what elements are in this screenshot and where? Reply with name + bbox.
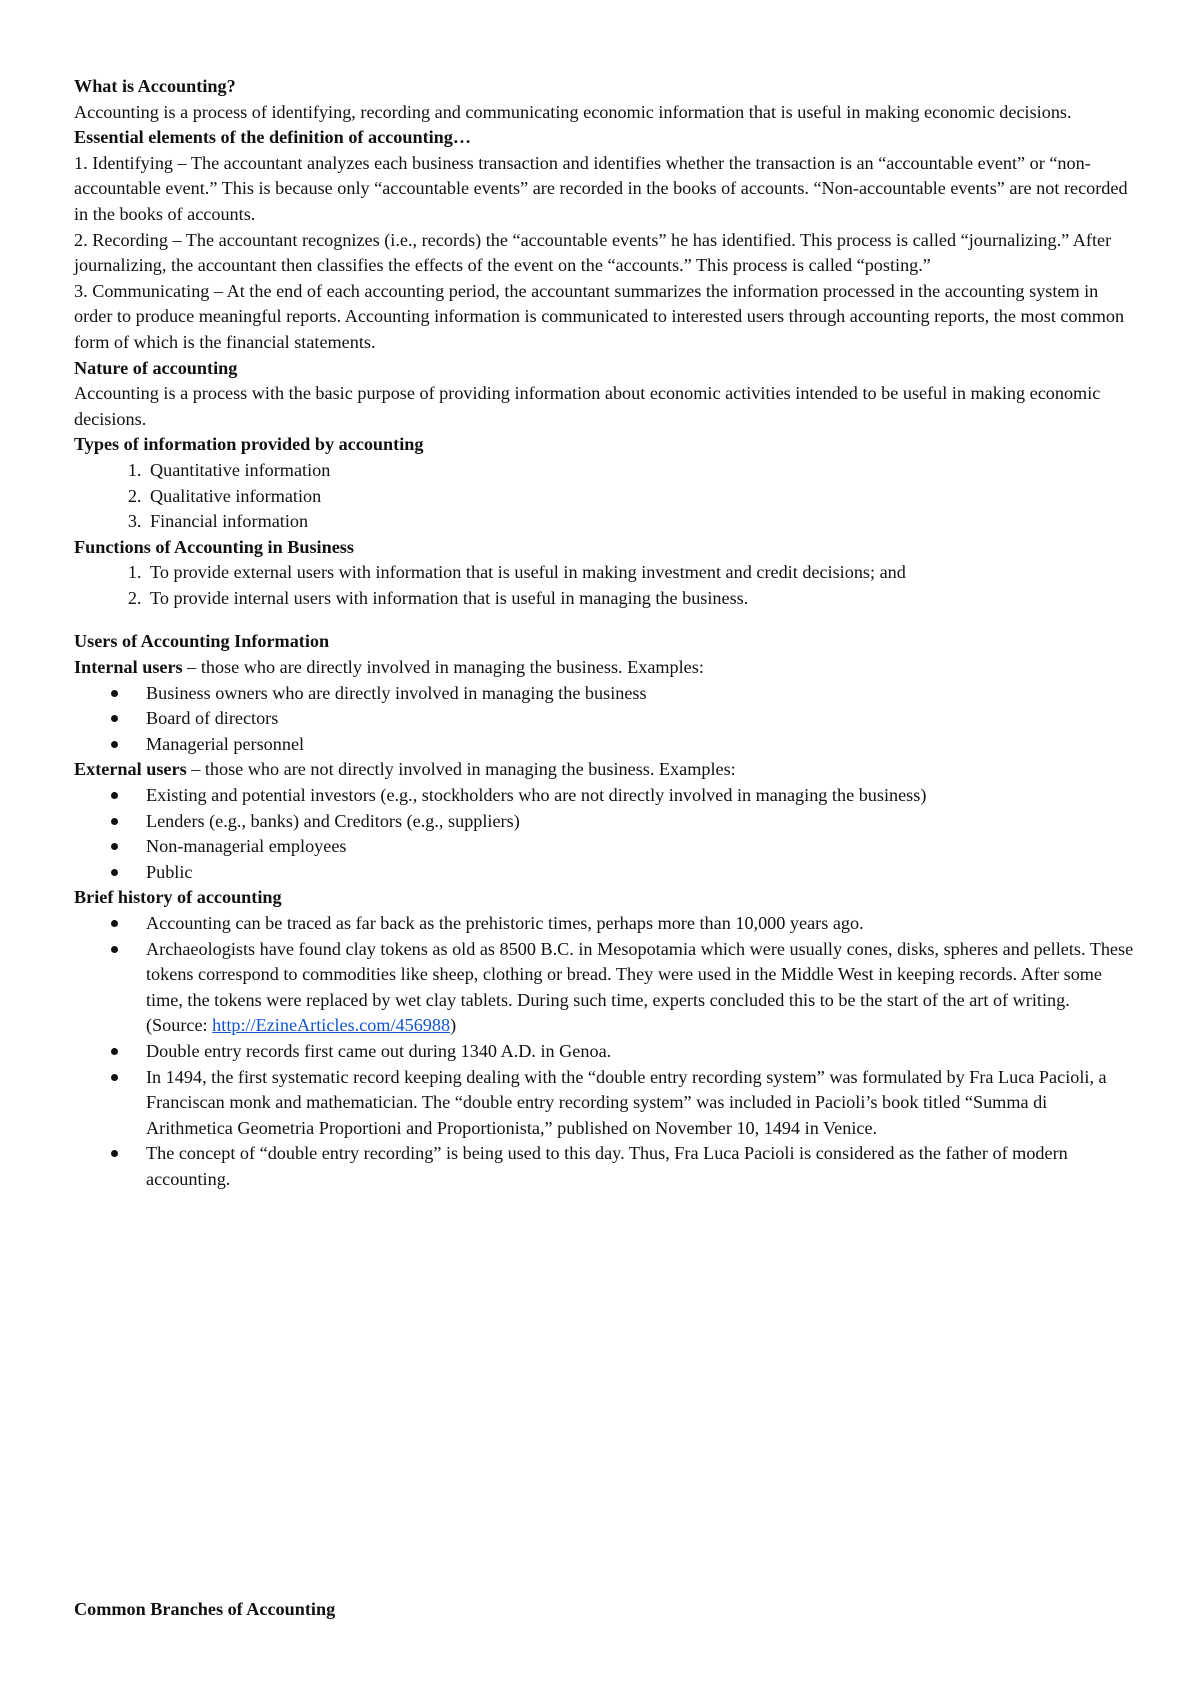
nature-heading: Nature of accounting	[74, 357, 238, 378]
list-item: 3. Financial information	[146, 509, 1134, 535]
list-item: Board of directors	[146, 706, 1134, 732]
history-item-close: )	[450, 1015, 457, 1036]
functions-heading: Functions of Accounting in Business	[74, 536, 354, 557]
list-item: Lenders (e.g., banks) and Creditors (e.g., suppliers)	[146, 809, 1134, 835]
list-item: 1. Quantitative information	[146, 458, 1134, 484]
external-users-label: External users	[74, 759, 187, 780]
spacer	[74, 611, 1134, 629]
essential-item-identifying: 1. Identifying – The accountant analyzes each business transaction and identifies whether the transaction is an “accountable event” or “non-accountable event.” This is because only “accountable events” are recorded in the books of accounts. “Non-accountable events” are not recorded in the books of accounts.	[74, 152, 1128, 224]
list-item: Non-managerial employees	[146, 834, 1134, 860]
what-body: Accounting is a process of identifying, recording and communicating economic information that is useful in making economic decisions.	[74, 101, 1072, 122]
internal-users-desc: – those who are directly involved in managing the business. Examples:	[182, 657, 704, 678]
what-heading: What is Accounting?	[74, 76, 236, 96]
list-item: The concept of “double entry recording” is being used to this day. Thus, Fra Luca Pacioli is considered as the father of modern accounting.	[146, 1141, 1134, 1192]
list-item: In 1494, the first systematic record keeping dealing with the “double entry recording system” was formulated by Fra Luca Pacioli, a Franciscan monk and mathematician. The “double entry recording system” was included in Pacioli’s book titled “Summa di Arithmetica Geometria Proportioni and Proportionista,” published on November 10, 1494 in Venice.	[146, 1065, 1134, 1142]
external-users-desc: – those who are not directly involved in managing the business. Examples:	[186, 759, 736, 780]
nature-body: Accounting is a process with the basic purpose of providing information about economic activities intended to be useful in making economic decisions.	[74, 383, 1101, 429]
types-list	[74, 458, 1134, 535]
history-list	[74, 911, 1134, 1193]
internal-users-line	[74, 655, 1134, 681]
internal-users-list	[74, 681, 1134, 758]
essential-item-communicating: 3. Communicating – At the end of each accounting period, the accountant summarizes the information processed in the accounting system in order to produce meaningful reports. Accounting information is communicated to interested users through accounting reports, the most common form of which is the financial statements.	[74, 280, 1125, 352]
list-item: Managerial personnel	[146, 732, 1134, 758]
list-item: Public	[146, 860, 1134, 886]
list-item: 2. To provide internal users with information that is useful in managing the business.	[146, 586, 1134, 612]
external-users-line	[74, 757, 1134, 783]
external-users-list	[74, 783, 1134, 885]
history-item-text: Archaeologists have found clay tokens as old as 8500 B.C. in Mesopotamia which were usually cones, disks, spheres and pellets. These tokens correspond to commodities like sheep, clothing or bread. They were used in the Middle West in keeping records. After some time, the tokens were replaced by wet clay tablets. During such time, experts concluded this to be the start of the art of writing. (Source:	[146, 938, 1134, 1036]
internal-users-label: Internal users	[74, 657, 183, 678]
history-heading: Brief history of accounting	[74, 887, 282, 908]
list-item: Existing and potential investors (e.g., stockholders who are not directly involved in managing the business)	[146, 783, 1134, 809]
branches-heading: Common Branches of Accounting	[74, 1599, 336, 1619]
functions-list	[74, 560, 1134, 611]
list-item: Accounting can be traced as far back as the prehistoric times, perhaps more than 10,000 years ago.	[146, 911, 1134, 937]
source-link[interactable]: http://EzineArticles.com/456988	[212, 1015, 451, 1036]
essential-heading: Essential elements of the definition of accounting…	[74, 127, 472, 148]
list-item: 2. Qualitative information	[146, 484, 1134, 510]
users-heading: Users of Accounting Information	[74, 631, 330, 652]
list-item: 1. To provide external users with information that is useful in making investment and credit decisions; and	[146, 560, 1134, 586]
list-item: Business owners who are directly involved in managing the business	[146, 681, 1134, 707]
types-heading: Types of information provided by accounting	[74, 434, 424, 455]
essential-item-recording: 2. Recording – The accountant recognizes (i.e., records) the “accountable events” he has identified. This process is called “journalizing.” After journalizing, the accountant then classifies the effects of the event on the “accounts.” This process is called “posting.”	[74, 229, 1112, 276]
list-item: Double entry records first came out during 1340 A.D. in Genoa.	[146, 1039, 1134, 1065]
list-item	[146, 937, 1134, 1039]
